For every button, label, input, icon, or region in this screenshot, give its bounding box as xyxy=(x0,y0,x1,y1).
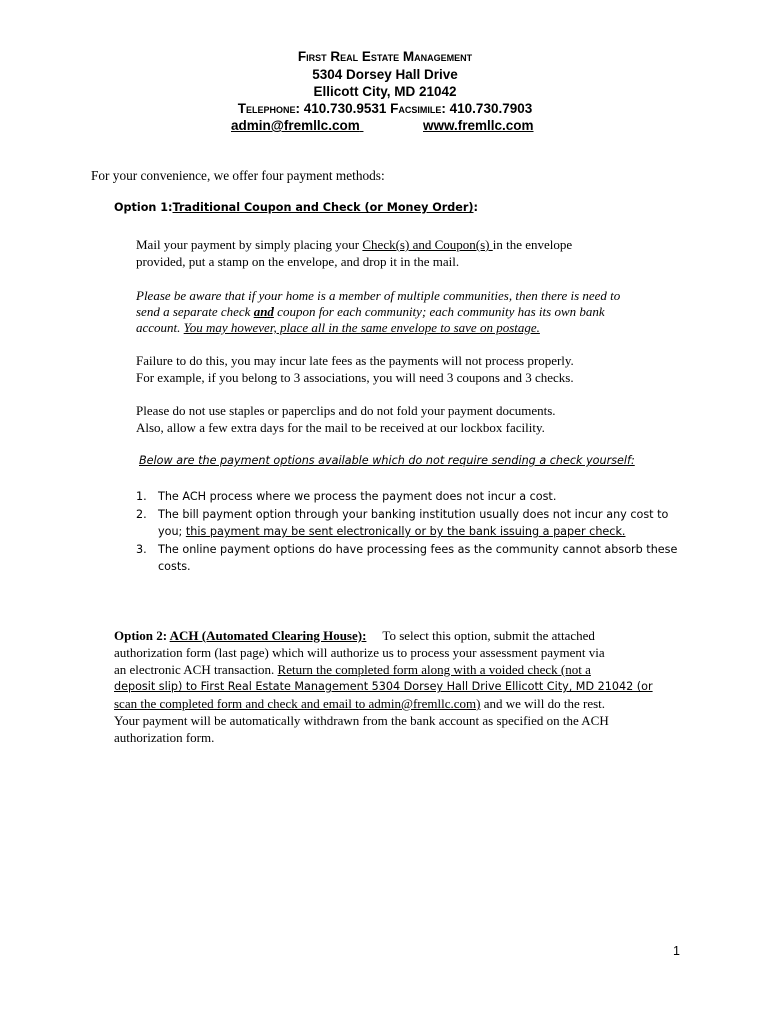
fax-number: 410.730.7903 xyxy=(449,101,533,116)
no-check-options-heading: Below are the payment options available which do not require sending a check yourself: xyxy=(139,454,635,467)
aware-line2: send a separate check and coupon for each community; each community has its own bank xyxy=(136,304,605,319)
aware-line1: Please be aware that if your home is a member of multiple communities, then there is need to xyxy=(136,288,621,303)
staples-line1: Please do not use staples or paperclips and do not fold your payment documents. xyxy=(136,403,556,418)
list-item: 1. xyxy=(136,490,147,503)
list-item-text: The online payment options do have processing fees as the community cannot absorb these xyxy=(158,543,678,556)
failure-line2: For example, if you belong to 3 associations, you will need 3 coupons and 3 checks. xyxy=(136,370,574,385)
option1-heading: Option 1:Traditional Coupon and Check (or Money Order): xyxy=(114,201,479,214)
mail-paragraph-line2: provided, put a stamp on the envelope, and drop it in the mail. xyxy=(136,254,460,269)
list-item: 2. xyxy=(136,508,147,521)
option2-title: ACH (Automated Clearing House): xyxy=(169,628,367,643)
telephone-label: Telephone: xyxy=(237,101,301,116)
list-item-text: you; this payment may be sent electronically or by the bank issuing a paper check. xyxy=(158,525,626,538)
option2-label: Option 2: xyxy=(114,628,170,643)
aware-line3: account. You may however, place all in the same envelope to save on postage. xyxy=(136,320,540,335)
option2-line4: deposit slip) to First Real Estate Management 5304 Dorsey Hall Drive Ellicott City, MD 21042 (or xyxy=(114,680,653,693)
option1-title: Traditional Coupon and Check (or Money Order) xyxy=(172,201,474,214)
telephone-number: 410.730.9531 xyxy=(303,101,387,116)
company-name: First Real Estate Management xyxy=(297,49,473,64)
option2-line5: scan the completed form and check and email to admin@fremllc.com) and we will do the rest. xyxy=(114,696,606,711)
email-link[interactable]: admin@fremllc.com xyxy=(231,118,360,133)
list-item-text: costs. xyxy=(158,560,191,573)
option2-line1: Option 2: ACH (Automated Clearing House): To select this option, submit the attached xyxy=(114,628,595,643)
contact-phones xyxy=(0,100,770,118)
option2-line2: authorization form (last page) which will authorize us to process your assessment payment via xyxy=(114,645,605,660)
page-number: 1 xyxy=(673,944,680,958)
list-item: 3. xyxy=(136,543,147,556)
failure-line1: Failure to do this, you may incur late fees as the payments will not process properly. xyxy=(136,353,574,368)
website-link[interactable]: www.fremllc.com xyxy=(423,118,534,133)
list-item-text: The bill payment option through your banking institution usually does not incur any cost to xyxy=(158,508,669,521)
fax-label: Facsimile: xyxy=(390,101,446,116)
city-address: Ellicott City, MD 21042 xyxy=(313,84,457,99)
option2-line7: authorization form. xyxy=(114,730,215,745)
street-address: 5304 Dorsey Hall Drive xyxy=(312,67,458,82)
staples-line2: Also, allow a few extra days for the mail to be received at our lockbox facility. xyxy=(136,420,545,435)
intro-text: For your convenience, we offer four payment methods: xyxy=(91,168,385,183)
option2-line3: an electronic ACH transaction. Return the completed form along with a voided check (not a xyxy=(114,662,591,677)
list-item-text: The ACH process where we process the payment does not incur a cost. xyxy=(158,490,557,503)
and-emphasis: and xyxy=(253,304,274,319)
option2-line6: Your payment will be automatically withdrawn from the bank account as specified on the ACH xyxy=(114,713,609,728)
mail-paragraph-line1: Mail your payment by simply placing your Check(s) and Coupon(s) in the envelope xyxy=(136,237,573,252)
